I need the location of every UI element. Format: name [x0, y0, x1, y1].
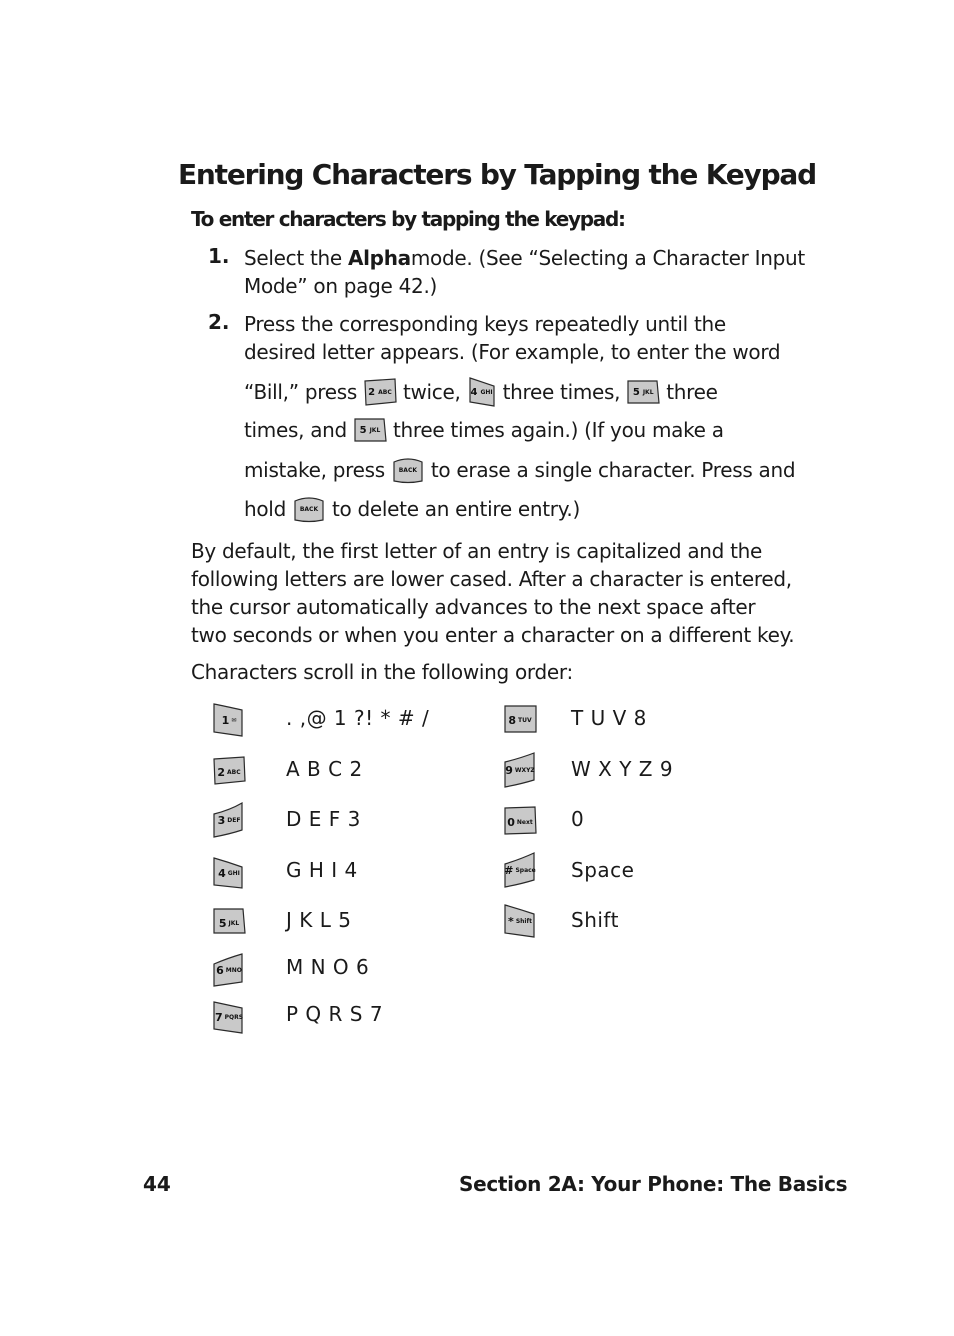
step-1-line-2	[244, 266, 437, 306]
step-1-text-b: mode. (See “Selecting a Character Input	[410, 246, 805, 270]
step-2-text-3c: three times,	[502, 380, 621, 404]
key-5-jkl-icon: 5 JKL	[353, 416, 387, 444]
step-2-text-4b: three times again.) (If you make a	[392, 418, 724, 442]
step-2-line-4	[244, 410, 724, 450]
step-2-text-2: desired letter appears. (For example, to enter the word	[244, 340, 781, 364]
key-6-icon: 6 MNO	[212, 952, 246, 988]
key-2-icon: 2 ABC	[212, 754, 246, 790]
step-number-2: 2.	[208, 310, 230, 334]
key-8-icon: 8 TUV	[503, 702, 537, 738]
key-7-icon: 7 PQRS	[212, 999, 246, 1035]
step-number-1: 1.	[208, 244, 230, 268]
key-0-characters: 0	[571, 807, 585, 831]
default-capitalization-paragraph	[191, 537, 794, 649]
paragraph-line: the cursor automatically advances to the next space after	[191, 595, 756, 619]
page-number: 44	[143, 1172, 171, 1196]
paragraph-line: following letters are lower cased. After a character is entered,	[191, 567, 792, 591]
step-2-text-3b: twice,	[402, 380, 461, 404]
scroll-order-intro: Characters scroll in the following order:	[191, 660, 573, 684]
key-3-characters: D E F 3	[286, 807, 361, 831]
back-key-icon: BACK	[391, 456, 425, 484]
step-2-text-6a: hold	[244, 497, 286, 521]
key-pound-characters: Space	[571, 858, 635, 882]
step-2-line-3	[244, 372, 718, 412]
key-6-characters: M N O 6	[286, 955, 370, 979]
step-2-line-6	[244, 489, 580, 529]
section-footer: Section 2A: Your Phone: The Basics	[459, 1172, 848, 1196]
key-5-characters: J K L 5	[286, 908, 352, 932]
key-4-icon: 4 GHI	[212, 855, 246, 891]
key-4-characters: G H I 4	[286, 858, 358, 882]
key-4-ghi-icon: 4 GHI	[467, 376, 497, 408]
back-key-icon: BACK	[292, 495, 326, 523]
key-0-icon: 0 Next	[503, 804, 537, 840]
step-2-text-3a: “Bill,” press	[244, 380, 357, 404]
step-2-line-5	[244, 450, 795, 490]
paragraph-line: two seconds or when you enter a character on a different key.	[191, 623, 795, 647]
key-star-characters: Shift	[571, 908, 619, 932]
step-2-text-5b: to erase a single character. Press and	[430, 458, 796, 482]
step-1-text-a: Select the	[244, 246, 342, 270]
step-2-text-5a: mistake, press	[244, 458, 385, 482]
alpha-mode-label: Alpha	[347, 246, 411, 270]
key-1-characters: . ,@ 1 ?! * # /	[286, 706, 430, 730]
key-8-characters: T U V 8	[571, 706, 647, 730]
key-5-icon: 5 JKL	[212, 905, 246, 941]
key-3-icon: 3 DEF	[212, 802, 246, 838]
key-9-characters: W X Y Z 9	[571, 757, 674, 781]
step-2-line-2	[244, 332, 780, 372]
key-1-icon: 1 ✉	[212, 702, 246, 738]
key-5-jkl-icon: 5 JKL	[626, 378, 660, 406]
key-star-icon: * Shift	[503, 903, 537, 939]
key-2-characters: A B C 2	[286, 757, 363, 781]
step-2-text-4a: times, and	[244, 418, 347, 442]
step-2-text-3d: three	[666, 380, 718, 404]
key-7-characters: P Q R S 7	[286, 1002, 384, 1026]
key-pound-icon: # Space	[503, 852, 537, 888]
key-9-icon: 9 WXYZ	[503, 752, 537, 788]
page-title: Entering Characters by Tapping the Keypad	[178, 158, 816, 191]
step-2-text-6b: to delete an entire entry.)	[331, 497, 580, 521]
step-2-text-1: Press the corresponding keys repeatedly until the	[244, 312, 726, 336]
subheading: To enter characters by tapping the keypad:	[191, 207, 625, 231]
step-1-text-c: Mode” on page 42.)	[244, 274, 437, 298]
key-2-abc-icon: 2 ABC	[363, 378, 397, 406]
paragraph-line: By default, the first letter of an entry is capitalized and the	[191, 539, 763, 563]
